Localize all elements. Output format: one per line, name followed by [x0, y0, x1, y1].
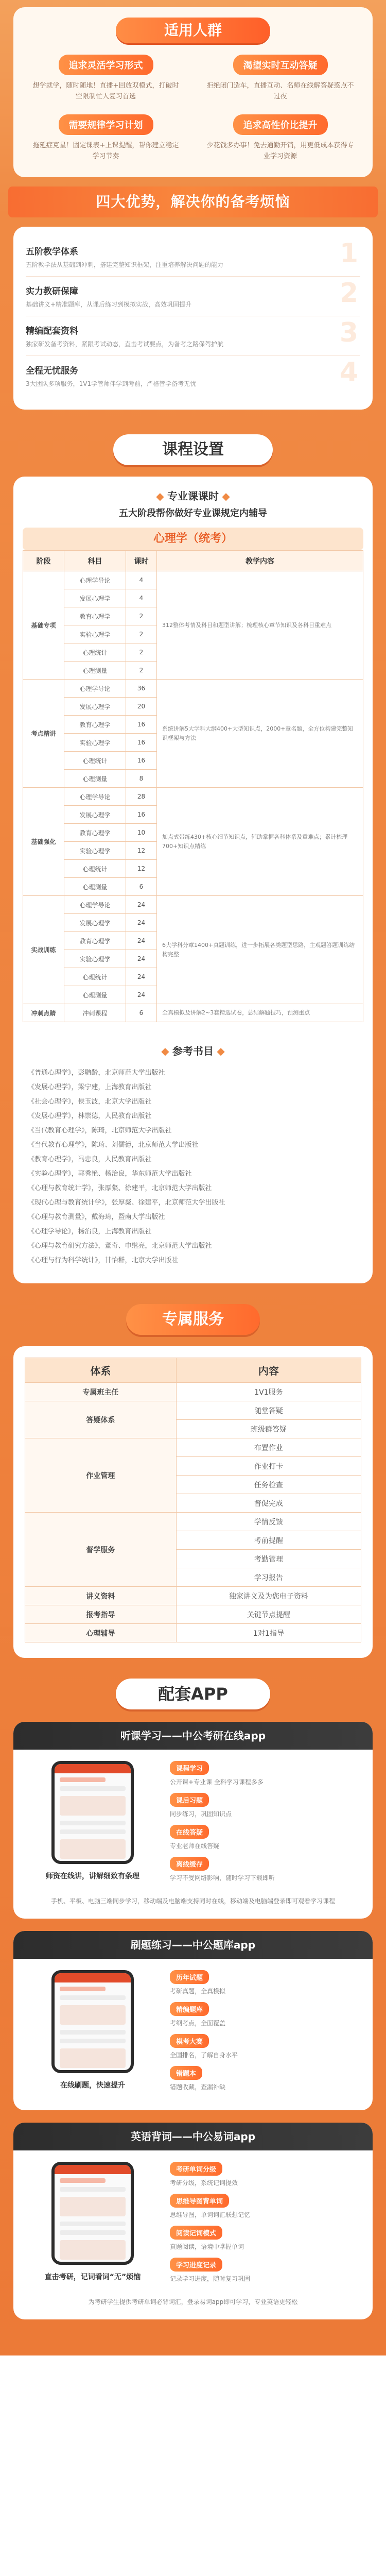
book-item: 《心理与教育测量》，戴海琦，暨南大学出版社 [28, 1213, 165, 1221]
app-feature-desc: 考研真题，全真模拟 [170, 1988, 226, 1995]
course-hours-cell: 4 [126, 589, 157, 607]
col-header: 教学内容 [157, 551, 363, 571]
course-hours-cell: 8 [126, 770, 157, 788]
course-subject-cell: 教育心理学 [64, 824, 126, 842]
stage-name: 考点精讲 [23, 680, 64, 788]
stage-desc: 312整体考情及科目和题型讲解；梳理核心章节知识及各科目重难点 [157, 571, 363, 680]
app-card [13, 1722, 373, 1919]
course-hours-cell: 2 [126, 625, 157, 643]
course-hours-cell: 2 [126, 643, 157, 662]
advantage-desc: 基础讲义+精准题库，从课后练习到模拟实战，高效巩固提升 [26, 301, 192, 308]
app-body [13, 1959, 373, 2098]
book-item: 《发展心理学》，林崇德，人民教育出版社 [28, 1112, 152, 1120]
course-card [13, 477, 373, 1283]
audience-text: 拖延症克星！固定课表+上课提醒，帮你建立稳定学习节奏 [32, 142, 179, 160]
app-left [26, 2162, 160, 2290]
advantage-title: 实力教研保障 [26, 286, 78, 297]
course-subject-cell: 心理学导论 [64, 788, 126, 806]
service-item: 作业打卡 [176, 1457, 361, 1476]
stage-name: 实战训练 [23, 896, 64, 1004]
course-hours-cell: 16 [126, 716, 157, 734]
course-subject-cell: 发展心理学 [64, 589, 126, 607]
app-feature-title: 学习进度记录 [170, 2258, 222, 2272]
stage-desc: 全真模拟及讲解2~3套精选试卷，总结解题技巧，预测重点 [157, 1004, 363, 1022]
audience-text: 少花钱多办事！免去通勤开销，用更低成本获得专业学习资源 [206, 142, 354, 160]
app-feature-desc: 考纲考点，全面覆盖 [170, 2020, 226, 2027]
course-hours-cell: 2 [126, 662, 157, 680]
course-hours-cell: 12 [126, 860, 157, 878]
advantage-item [26, 277, 360, 316]
stage-name: 基础专项 [23, 571, 64, 680]
phone-mockup-image [51, 1970, 134, 2073]
app-feature-title: 在线答疑 [170, 1825, 209, 1839]
app-title: 英语背词——中公易词app [13, 2123, 373, 2150]
course-subject-cell: 心理学导论 [64, 896, 126, 914]
app-feature-desc: 专业老师在线答疑 [170, 1842, 220, 1850]
book-item: 《当代教育心理学》，陈琦，北京师范大学出版社 [28, 1127, 172, 1134]
books-title-text: 参考书目 [172, 1045, 214, 1057]
app-feature-desc: 同步练习，巩固知识点 [170, 1810, 232, 1818]
course-subject-cell: 实验心理学 [64, 842, 126, 860]
app-feature-title: 精编题库 [170, 2002, 209, 2016]
service-item: 督促完成 [176, 1494, 361, 1513]
service-item: 任务检查 [176, 1476, 361, 1494]
course-subject-cell: 心理统计 [64, 643, 126, 662]
course-hours-cell: 16 [126, 806, 157, 824]
col-header: 阶段 [23, 551, 64, 571]
course-hours-cell: 4 [126, 571, 157, 589]
stage-desc: 加点式带练430+核心细节知识点，辅助掌握各科体系及重难点；累计梳理700+知识点精练 [157, 788, 363, 896]
service-group: 督学服务 [25, 1513, 177, 1587]
app-feature [170, 2258, 360, 2283]
app-feature-title: 思维导图背单词 [170, 2194, 229, 2208]
app-card [13, 2123, 373, 2319]
phone-mockup-image [51, 2162, 134, 2265]
course-subject-cell: 教育心理学 [64, 932, 126, 950]
app-card [13, 1931, 373, 2110]
course-subject-cell: 发展心理学 [64, 698, 126, 716]
book-item: 《心理与教育统计学》，张厚粲、徐建平，北京师范大学出版社 [28, 1184, 212, 1192]
app-left [26, 1761, 160, 1889]
app-title: 刷题练习——中公题库app [13, 1931, 373, 1959]
advantage-number: 3 [339, 317, 358, 348]
course-subtitle-text: 专业课课时 [167, 490, 219, 502]
app-feature [170, 2162, 360, 2188]
app-feature-desc: 考研分级，系统记词提效 [170, 2179, 238, 2187]
service-group: 作业管理 [25, 1438, 177, 1513]
services-table [25, 1358, 361, 1642]
service-group: 心理辅导 [25, 1624, 177, 1642]
app-feature-title: 考研单词分级 [170, 2162, 222, 2176]
service-item: 关键节点提醒 [176, 1605, 361, 1624]
books-list [23, 1066, 363, 1268]
books-title: ◆ 参考书目 ◆ [161, 1045, 225, 1057]
service-group: 报考指导 [25, 1605, 177, 1624]
app-feature-desc: 错题收藏，查漏补缺 [170, 2083, 226, 2091]
app-feature [170, 1825, 360, 1851]
course-row [23, 571, 363, 589]
advantages-banner: 四大优势，解决你的备考烦恼 [8, 187, 378, 217]
stage-name: 基础强化 [23, 788, 64, 896]
audience-tag: 渴望实时互动答疑 [233, 55, 328, 75]
service-item: 1V1服务 [176, 1383, 361, 1401]
app-features [160, 2162, 360, 2290]
book-item: 《现代心理与教育统计学》，张厚粲、徐建平，北京师范大学出版社 [28, 1199, 225, 1207]
app-feature-title: 历年试题 [170, 1970, 209, 1984]
audience-item [200, 55, 360, 102]
app-feature [170, 1857, 360, 1883]
course-hours-cell: 16 [126, 734, 157, 752]
service-row [25, 1401, 361, 1420]
course-subject-cell: 教育心理学 [64, 607, 126, 625]
col-header: 课时 [126, 551, 157, 571]
course-hours-cell: 36 [126, 680, 157, 698]
app-feature-desc: 公开课+专业课 全科学习课程多多 [170, 1778, 264, 1786]
audience-tag: 追求高性价比提升 [233, 114, 328, 135]
course-row [23, 1004, 363, 1022]
services-header: 专属服务 [126, 1304, 260, 1335]
course-subject-cell: 心理统计 [64, 860, 126, 878]
app-caption: 师资在线讲，讲解细致有条理 [46, 1872, 139, 1880]
service-item: 1对1指导 [176, 1624, 361, 1642]
audience-card [13, 7, 373, 177]
services-header-row [25, 1358, 361, 1383]
app-feature-desc: 思维导图，单词词汇联想记忆 [170, 2211, 251, 2218]
advantage-item [26, 237, 360, 277]
audience-item [200, 114, 360, 162]
course-hours-cell: 2 [126, 607, 157, 625]
services-card [13, 1346, 373, 1658]
stage-name: 冲刺点睛 [23, 1004, 64, 1022]
advantages-list [13, 227, 373, 410]
col-header: 内容 [176, 1358, 361, 1383]
audience-item [26, 114, 186, 162]
app-body [13, 2150, 373, 2290]
course-subject-cell: 心理学导论 [64, 680, 126, 698]
book-item: 《社会心理学》，侯玉波，北京大学出版社 [28, 1098, 152, 1106]
audience-section [0, 0, 386, 177]
course-subject-cell: 教育心理学 [64, 716, 126, 734]
course-subject-cell: 发展心理学 [64, 914, 126, 932]
course-subject-cell: 实验心理学 [64, 625, 126, 643]
course-hours-cell: 12 [126, 842, 157, 860]
app-feature-title: 课后习题 [170, 1793, 209, 1807]
app-body [13, 1750, 373, 1889]
service-row [25, 1587, 361, 1605]
course-hours-cell: 6 [126, 1004, 157, 1022]
course-header: 课程设置 [113, 434, 273, 465]
app-footnote: 手机、平板、电脑三端同步学习，移动端及电脑端支持同时在线，移动端及电脑端登录即可观看学习课程 [50, 1897, 335, 1905]
advantage-number: 1 [339, 238, 358, 269]
book-item: 《当代教育心理学》，陈琦、刘儒德，北京师范大学出版社 [28, 1141, 199, 1149]
service-row [25, 1605, 361, 1624]
app-feature [170, 2226, 360, 2251]
app-feature-title: 错题本 [170, 2066, 202, 2080]
course-subject-cell: 实验心理学 [64, 734, 126, 752]
course-subject-cell: 冲刺课程 [64, 1004, 126, 1022]
course-hours-cell: 24 [126, 968, 157, 986]
app-footnote: 为考研学生提供考研单词必背词汇，登录易词app即可学习，专业英语更轻松 [88, 2298, 298, 2306]
app-feature-desc: 全国排名，了解自身水平 [170, 2052, 238, 2059]
service-row [25, 1438, 361, 1457]
course-subject-cell: 心理统计 [64, 968, 126, 986]
apps-list [0, 1722, 386, 2319]
audience-text: 想学就学，随时随地！直播+回放双模式，打破时空限制忙人复习首选 [32, 82, 179, 100]
course-subject-cell: 心理测量 [64, 662, 126, 680]
course-hours-cell: 28 [126, 788, 157, 806]
course-table-header [23, 551, 363, 571]
apps-header: 配套APP [116, 1679, 270, 1709]
advantage-item [26, 356, 360, 395]
audience-title: 适用人群 [116, 18, 270, 43]
book-item: 《心理学导论》，杨治良，上海教育出版社 [28, 1228, 152, 1235]
service-item: 独家讲义及为您电子资料 [176, 1587, 361, 1605]
app-feature-desc: 真题阅读，语境中掌握单词 [170, 2243, 244, 2250]
col-header: 体系 [25, 1358, 177, 1383]
app-feature [170, 1970, 360, 1996]
advantage-title: 五阶教学体系 [26, 247, 78, 257]
course-subject-cell: 心理学导论 [64, 571, 126, 589]
advantage-desc: 独家研发备考资料，紧跟考试动态，直击考试要点，为备考之路保驾护航 [26, 341, 224, 348]
service-group: 答疑体系 [25, 1401, 177, 1438]
advantage-desc: 3大团队多项服务，1V1学管师伴学到考前，严格管学备考无忧 [26, 380, 197, 387]
app-feature-title: 模考大赛 [170, 2034, 209, 2048]
advantage-title: 精编配套资料 [26, 326, 78, 336]
advantage-number: 2 [339, 278, 358, 309]
app-feature-desc: 记录学习进度，随时复习巩固 [170, 2275, 251, 2282]
course-subtitle: ◆ 专业课课时 ◆ [156, 490, 230, 502]
course-hours-cell: 16 [126, 752, 157, 770]
course-hours-cell: 24 [126, 986, 157, 1004]
service-item: 随堂答疑 [176, 1401, 361, 1420]
course-subject-cell: 发展心理学 [64, 806, 126, 824]
advantage-title: 全程无忧服务 [26, 366, 78, 376]
service-row [25, 1513, 361, 1531]
audience-grid [26, 55, 360, 162]
audience-text: 拒绝闭门造车，直播互动、名师在线解答疑惑点不过夜 [206, 82, 354, 100]
course-subject-cell: 心理测量 [64, 986, 126, 1004]
stage-desc: 系统讲解5大学科大纲400+大型知识点，2000+章名题，全方位构建完整知识框架与方法 [157, 680, 363, 788]
app-feature [170, 2002, 360, 2028]
course-table [23, 550, 363, 1022]
audience-tag: 需要规律学习计划 [59, 114, 153, 135]
book-item: 《心理与教育研究方法》，董奇、申继亮，北京师范大学出版社 [28, 1242, 212, 1250]
course-subject-cell: 心理统计 [64, 752, 126, 770]
advantage-number: 4 [339, 357, 358, 388]
app-feature-title: 课程学习 [170, 1761, 209, 1775]
service-item: 考勤管理 [176, 1550, 361, 1568]
course-subject-cell: 心理测量 [64, 878, 126, 896]
stage-desc: 6大学科分章1400+真题训练，进一步拓展各类题型思路，主观题答题训练结构完整 [157, 896, 363, 1004]
course-subject-cell: 心理测量 [64, 770, 126, 788]
book-item: 《发展心理学》，梁宁建，上海教育出版社 [28, 1083, 152, 1091]
course-hours-cell: 24 [126, 914, 157, 932]
course-hours-cell: 24 [126, 932, 157, 950]
book-item: 《教育心理学》，冯忠良，人民教育出版社 [28, 1156, 152, 1163]
audience-item [26, 55, 186, 102]
app-feature [170, 2034, 360, 2060]
service-item: 学习报告 [176, 1568, 361, 1587]
course-subtitle-2: 五大阶段帮你做好专业课规定内辅导 [119, 508, 267, 519]
app-title: 听课学习——中公考研在线app [13, 1722, 373, 1750]
service-item: 学情反馈 [176, 1513, 361, 1531]
book-item: 《心理与行为科学统计》，甘怡群，北京大学出版社 [28, 1257, 179, 1264]
app-feature-title: 离线缓存 [170, 1857, 209, 1871]
app-feature [170, 1793, 360, 1819]
course-hours-cell: 24 [126, 950, 157, 968]
phone-mockup-image [51, 1761, 134, 1864]
advantage-desc: 五阶教学法从基础到冲刺，搭建完整知识框架，注重培养解决问题的能力 [26, 261, 224, 268]
course-subject: 心理学（统考） [23, 528, 363, 550]
service-row [25, 1624, 361, 1642]
course-subject-cell: 实验心理学 [64, 950, 126, 968]
col-header: 科目 [64, 551, 126, 571]
advantage-item [26, 316, 360, 356]
service-item: 布置作业 [176, 1438, 361, 1457]
app-feature [170, 1761, 360, 1787]
app-left [26, 1970, 160, 2098]
app-features [160, 1970, 360, 2098]
app-caption: 在线刷题，快速提升 [60, 2081, 125, 2090]
book-item: 《普通心理学》，彭聃龄，北京师范大学出版社 [28, 1069, 165, 1077]
app-feature-desc: 学习不受网络影响，随时学习下载即听 [170, 1874, 275, 1882]
service-group: 专属班主任 [25, 1383, 177, 1401]
audience-tag: 追求灵活学习形式 [59, 55, 153, 75]
course-hours-cell: 6 [126, 878, 157, 896]
app-feature-title: 阅读记词模式 [170, 2226, 222, 2240]
course-row [23, 788, 363, 806]
service-item: 班级群答疑 [176, 1420, 361, 1438]
app-caption: 直击考研，记词看词“无”烦恼 [44, 2273, 141, 2281]
service-item: 考前提醒 [176, 1531, 361, 1550]
book-item: 《实验心理学》，郭秀艳、杨治良，华东师范大学出版社 [28, 1170, 192, 1178]
service-group: 讲义资料 [25, 1587, 177, 1605]
course-hours-cell: 24 [126, 896, 157, 914]
course-hours-cell: 20 [126, 698, 157, 716]
app-features [160, 1761, 360, 1889]
app-feature [170, 2066, 360, 2092]
course-hours-cell: 10 [126, 824, 157, 842]
course-row [23, 896, 363, 914]
service-row [25, 1383, 361, 1401]
course-row [23, 680, 363, 698]
app-feature [170, 2194, 360, 2219]
